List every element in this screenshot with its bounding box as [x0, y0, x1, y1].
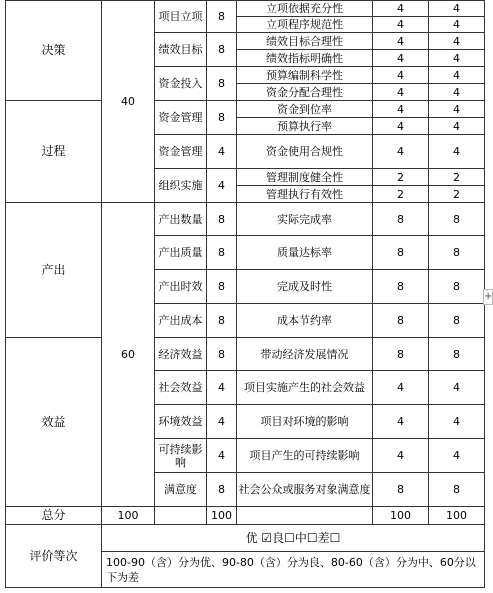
indicator-economic-benefit: 经济效益: [155, 338, 207, 371]
sub-indicator: 绩效指标明确性: [237, 50, 373, 67]
sub-indicator: 带动经济发展情况: [237, 338, 373, 371]
indicator-social-benefit: 社会效益: [155, 371, 207, 405]
weight-group-60: 60: [102, 203, 155, 507]
sub-indicator: 预算执行率: [237, 118, 373, 135]
sub-indicator: 完成及时性: [237, 270, 373, 304]
total-actual-score: 100: [429, 507, 485, 525]
actual-score: 4: [429, 17, 485, 33]
sub-indicator: 管理执行有效性: [237, 186, 373, 203]
standard-score: 2: [373, 169, 429, 186]
sub-indicator: 绩效目标合理性: [237, 33, 373, 50]
total-blank-cell: [155, 507, 207, 525]
category-output: 产出: [6, 203, 102, 338]
sub-indicator: 立项程序规范性: [237, 17, 373, 33]
indicator-score: 8: [207, 33, 237, 67]
indicator-funding-input: 资金投入: [155, 67, 207, 101]
standard-score: 4: [373, 1, 429, 17]
sub-indicator: 资金使用合规性: [237, 135, 373, 169]
category-process: 过程: [6, 101, 102, 203]
standard-score: 8: [373, 473, 429, 507]
indicator-score: 8: [207, 101, 237, 135]
sub-indicator: 项目对环境的影响: [237, 405, 373, 439]
indicator-score: 4: [207, 135, 237, 169]
standard-score: 4: [373, 135, 429, 169]
indicator-environmental-benefit: 环境效益: [155, 405, 207, 439]
actual-score: 2: [429, 186, 485, 203]
actual-score: 8: [429, 304, 485, 338]
sub-indicator: 成本节约率: [237, 304, 373, 338]
indicator-output-quantity: 产出数量: [155, 203, 207, 236]
indicator-project-approval: 项目立项: [155, 1, 207, 33]
actual-score: 8: [429, 338, 485, 371]
actual-score: 4: [429, 101, 485, 118]
sub-indicator: 项目产生的可持续影响: [237, 439, 373, 473]
total-blank-cell: [237, 507, 373, 525]
standard-score: 4: [373, 17, 429, 33]
actual-score: 4: [429, 439, 485, 473]
performance-score-table: [5, 0, 485, 588]
sub-indicator: 预算编制科学性: [237, 67, 373, 84]
sub-indicator: 资金分配合理性: [237, 84, 373, 101]
indicator-output-quality: 产出质量: [155, 236, 207, 270]
actual-score: 4: [429, 33, 485, 50]
actual-score: 4: [429, 135, 485, 169]
actual-score: 4: [429, 67, 485, 84]
sub-indicator: 资金到位率: [237, 101, 373, 118]
standard-score: 4: [373, 33, 429, 50]
indicator-score: 4: [207, 371, 237, 405]
actual-score: 2: [429, 169, 485, 186]
standard-score: 4: [373, 67, 429, 84]
sub-indicator: 管理制度健全性: [237, 169, 373, 186]
indicator-score: 8: [207, 67, 237, 101]
rating-options: 优 ☑良☐中☐差☐: [102, 525, 485, 552]
indicator-organization: 组织实施: [155, 169, 207, 203]
standard-score: 4: [373, 439, 429, 473]
indicator-score: 4: [207, 405, 237, 439]
actual-score: 8: [429, 473, 485, 507]
standard-score: 4: [373, 101, 429, 118]
standard-score: 4: [373, 405, 429, 439]
actual-score: 4: [429, 371, 485, 405]
sub-indicator: 社会公众或服务对象满意度: [237, 473, 373, 507]
total-label: 总分: [6, 507, 102, 525]
standard-score: 8: [373, 338, 429, 371]
actual-score: 8: [429, 203, 485, 236]
add-column-handle[interactable]: +: [483, 289, 493, 305]
standard-score: 8: [373, 236, 429, 270]
sub-indicator: 项目实施产生的社会效益: [237, 371, 373, 405]
actual-score: 4: [429, 118, 485, 135]
standard-score: 4: [373, 50, 429, 67]
actual-score: 4: [429, 405, 485, 439]
indicator-score: 8: [207, 236, 237, 270]
sub-indicator: 质量达标率: [237, 236, 373, 270]
standard-score: 4: [373, 371, 429, 405]
sub-indicator: 立项依据充分性: [237, 1, 373, 17]
indicator-output-cost: 产出成本: [155, 304, 207, 338]
indicator-score: 8: [207, 1, 237, 33]
weight-group-40: 40: [102, 1, 155, 203]
total-standard-score: 100: [373, 507, 429, 525]
indicator-score: 4: [207, 169, 237, 203]
category-benefit: 效益: [6, 338, 102, 507]
indicator-score: 4: [207, 439, 237, 473]
indicator-score: 8: [207, 338, 237, 371]
performance-score-table-sheet: [5, 0, 485, 588]
indicator-output-timeliness: 产出时效: [155, 270, 207, 304]
standard-score: 4: [373, 118, 429, 135]
indicator-satisfaction: 满意度: [155, 473, 207, 507]
standard-score: 8: [373, 270, 429, 304]
indicator-score: 8: [207, 203, 237, 236]
indicator-sustainability: 可持续影响: [155, 439, 207, 473]
rating-label: 评价等次: [6, 525, 102, 588]
standard-score: 4: [373, 84, 429, 101]
indicator-score: 8: [207, 304, 237, 338]
rating-rule: 100-90（含）分为优、90-80（含）分为良、80-60（含）分为中、60分以下为差: [102, 552, 485, 588]
total-indicator-score: 100: [207, 507, 237, 525]
actual-score: 4: [429, 1, 485, 17]
indicator-fund-management: 资金管理: [155, 101, 207, 135]
actual-score: 8: [429, 270, 485, 304]
total-weight: 100: [102, 507, 155, 525]
sub-indicator: 实际完成率: [237, 203, 373, 236]
indicator-score: 8: [207, 270, 237, 304]
indicator-performance-goal: 绩效目标: [155, 33, 207, 67]
standard-score: 8: [373, 304, 429, 338]
actual-score: 4: [429, 50, 485, 67]
category-decision: 决策: [6, 1, 102, 101]
indicator-score: 8: [207, 473, 237, 507]
standard-score: 8: [373, 203, 429, 236]
standard-score: 2: [373, 186, 429, 203]
actual-score: 4: [429, 84, 485, 101]
actual-score: 8: [429, 236, 485, 270]
indicator-fund-management-2: 资金管理: [155, 135, 207, 169]
